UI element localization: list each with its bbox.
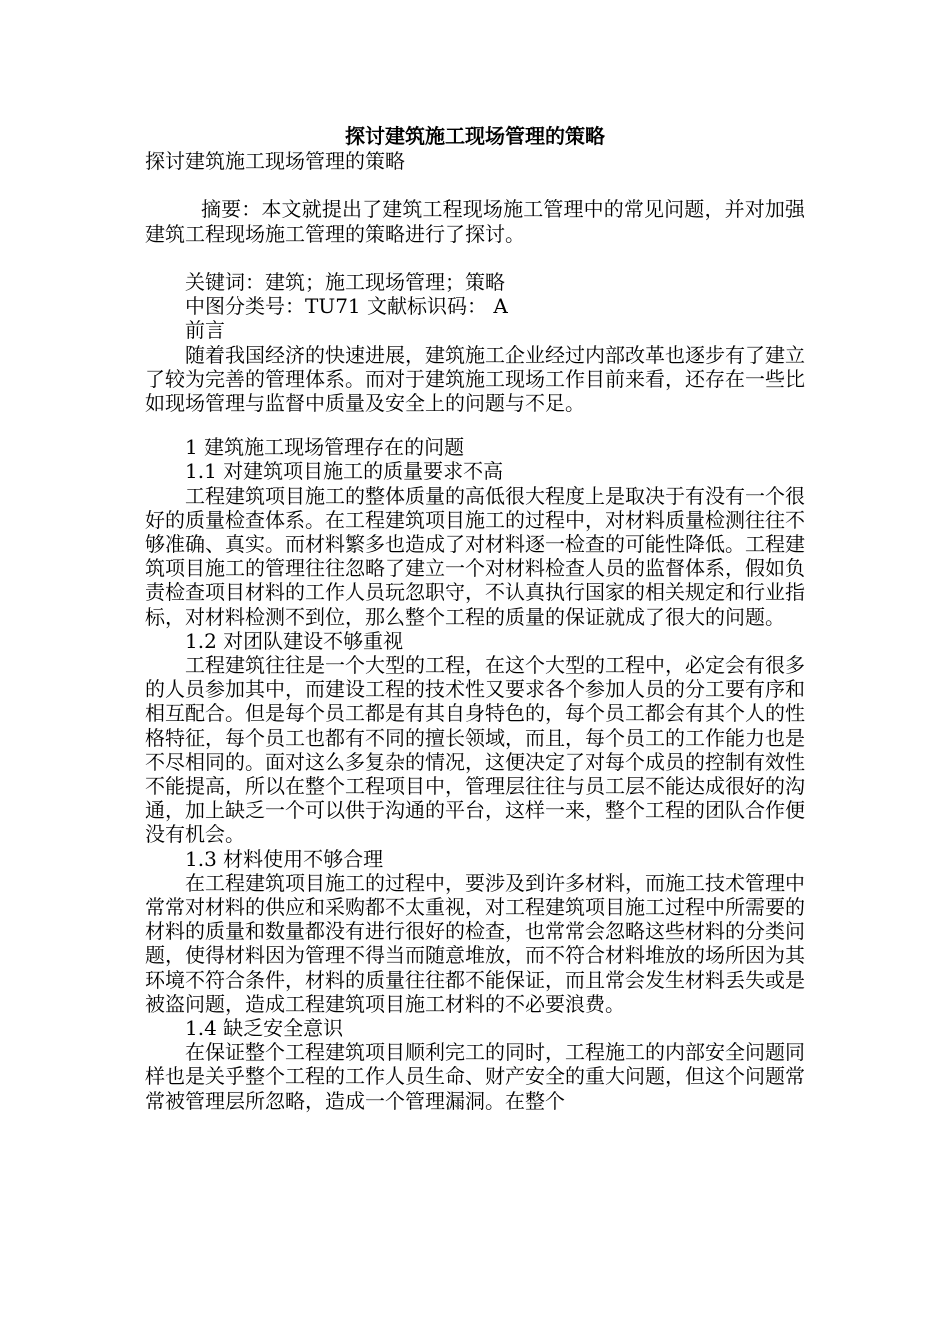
- document-title: 探讨建筑施工现场管理的策略: [345, 124, 605, 148]
- subsection-1-4-paragraph: 在保证整个工程建筑项目顺利完工的同时，工程施工的内部安全问题同样也是关乎整个工程的工作人员生命、财产安全的重大问题，但这个问题常常被管理层所忽略，造成一个管理漏洞。在整个: [145, 1040, 805, 1113]
- section-1-heading: 1 建筑施工现场管理存在的问题: [185, 435, 465, 460]
- subsection-1-2-paragraph: 工程建筑往往是一个大型的工程，在这个大型的工程中，必定会有很多的人员参加其中，而建设工程的技术性又要求各个参加人员的分工要有序和相互配合。但是每个员工都是有其自身特色的，每个员工都会有其个人的性格特征，每个员工也都有不同的擅长领域，而且，每个员工的工作能力也是不尽相同的。面对这么多复杂的情况，这便决定了对每个成员的控制有效性不能提高，所以在整个工程项目中，管理层往往与员工层不能达成很好的沟通，加上缺乏一个可以供于沟通的平台，这样一来，整个工程的团队合作便没有机会。: [145, 653, 805, 847]
- subsection-1-3-paragraph: 在工程建筑项目施工的过程中，要涉及到许多材料，而施工技术管理中常常对材料的供应和采购都不太重视，对工程建筑项目施工过程中所需要的材料的质量和数量都没有进行很好的检查，也常常会忽略这些材料的分类问题，使得材料因为管理不得当而随意堆放，而不符合材料堆放的场所因为其环境不符合条件，材料的质量往往都不能保证，而且常会发生材料丢失或是被盗问题，造成工程建筑项目施工材料的不必要浪费。: [145, 870, 805, 1016]
- subsection-1-1-heading: 1.1 对建筑项目施工的质量要求不高: [185, 459, 504, 484]
- subsection-1-4-heading: 1.4 缺乏安全意识: [185, 1016, 344, 1041]
- preface-heading: 前言: [185, 318, 225, 343]
- spacer: [145, 246, 805, 270]
- classification-line: 中图分类号：TU71 文献标识码： A: [185, 294, 508, 319]
- subsection-1-1-paragraph: 工程建筑项目施工的整体质量的高低很大程度上是取决于有没有一个很好的质量检查体系。在工程建筑项目施工的过程中，对材料质量检测往往不够准确、真实。而材料繁多也造成了对材料逐一检查的可能性降低。工程建筑项目施工的管理往往忽略了建立一个对材料检查人员的监督体系，假如负责检查项目材料的工作人员玩忽职守，不认真执行国家的相关规定和行业指标，对材料检测不到位，那么整个工程的质量的保证就成了很大的问题。: [145, 483, 805, 629]
- spacer: [145, 415, 805, 435]
- subsection-1-3-heading: 1.3 材料使用不够合理: [185, 846, 384, 871]
- spacer: [145, 173, 805, 197]
- subsection-1-2-heading: 1.2 对团队建设不够重视: [185, 628, 404, 653]
- document-page: [145, 122, 805, 1113]
- keywords-line: 关键词：建筑；施工现场管理；策略: [185, 269, 505, 294]
- document-subtitle: 探讨建筑施工现场管理的策略: [145, 149, 405, 173]
- preface-paragraph: 随着我国经济的快速进展，建筑施工企业经过内部改革也逐步有了建立了较为完善的管理体系。而对于建筑施工现场工作目前来看，还存在一些比如现场管理与监督中质量及安全上的问题与不足。: [145, 342, 805, 415]
- abstract-paragraph: 摘要：本文就提出了建筑工程现场施工管理中的常见问题，并对加强建筑工程现场施工管理的策略进行了探讨。: [145, 197, 805, 246]
